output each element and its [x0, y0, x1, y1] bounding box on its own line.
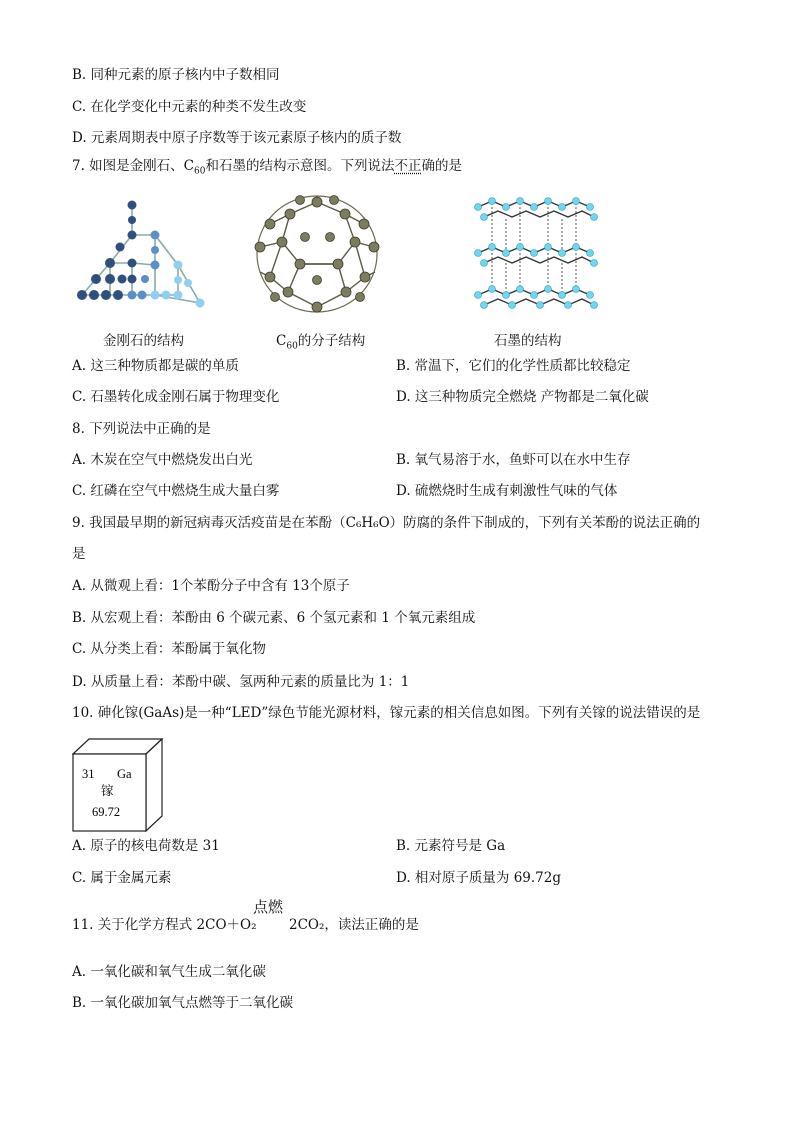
gallium-element-card — [72, 738, 164, 832]
q10-stem: 10. 砷化镓(GaAs)是一种“LED”绿色节能光源材料，镓元素的相关信息如图。下列有关镓的说法错误的是 — [72, 705, 701, 721]
q11-reaction-condition: 点燃 — [253, 898, 284, 916]
q8-option-a: A. 木炭在空气中燃烧发出白光 — [72, 452, 253, 468]
q9-option-b: B. 从宏观上看：苯酚由 6 个碳元素、6 个氢元素和 1 个氧元素组成 — [72, 610, 476, 626]
q7-option-d: D. 这三种物质完全燃烧 产物都是二氧化碳 — [396, 389, 649, 405]
q10-option-b: B. 元素符号是 Ga — [396, 838, 506, 854]
q10-option-c: C. 属于金属元素 — [72, 870, 172, 886]
q8-option-b: B. 氧气易溶于水，鱼虾可以在水中生存 — [396, 452, 631, 468]
element-symbol: Ga — [117, 767, 132, 781]
q10-option-d: D. 相对原子质量为 69.72g — [396, 870, 562, 886]
q11-stem-post: 2CO₂，读法正确的是 — [289, 917, 419, 933]
q7-option-b: B. 常温下，它们的化学性质都比较稳定 — [396, 358, 631, 374]
graphite-structure-image — [470, 195, 600, 317]
q9-stem-line2: 是 — [72, 546, 86, 562]
q8-stem: 8. 下列说法中正确的是 — [72, 421, 211, 437]
element-mass: 69.72 — [92, 805, 121, 819]
diamond-structure-image — [70, 195, 215, 315]
q6-option-b: B. 同种元素的原子核内中子数相同 — [72, 67, 280, 83]
q8-option-c: C. 红磷在空气中燃烧生成大量白雾 — [72, 483, 280, 499]
q11-option-b: B. 一氧化碳加氧气点燃等于二氧化碳 — [72, 995, 294, 1011]
q7-option-a: A. 这三种物质都是碳的单质 — [72, 358, 239, 374]
element-name: 镓 — [101, 783, 114, 798]
caption-diamond: 金刚石的结构 — [103, 333, 184, 349]
c60-structure-image — [250, 192, 385, 317]
q6-option-d: D. 元素周期表中原子序数等于该元素原子核内的质子数 — [72, 130, 402, 146]
caption-c60: $C_{60}$的分子结构 — [276, 333, 366, 352]
q10-option-a: A. 原子的核电荷数是 31 — [72, 838, 220, 854]
q7-stem: 7. 如图是金刚石、$C_{60}$和石墨的结构示意图。下列说法不正确的是 — [72, 158, 462, 177]
q11-option-a: A. 一氧化碳和氧气生成二氧化碳 — [72, 964, 266, 980]
q11-stem-pre: 11. 关于化学方程式 2CO＋O₂ — [72, 917, 257, 933]
q9-option-c: C. 从分类上看：苯酚属于氧化物 — [72, 641, 266, 657]
q9-option-d: D. 从质量上看：苯酚中碳、氢两种元素的质量比为 1：1 — [72, 674, 410, 690]
q9-stem-line1: 9. 我国最早期的新冠病毒灭活疫苗是在苯酚（C₆H₆O）防腐的条件下制成的，下列有关苯酚的说法正确的 — [72, 515, 701, 531]
q9-option-a: A. 从微观上看：1个苯酚分子中含有 13个原子 — [72, 578, 350, 594]
caption-graphite: 石墨的结构 — [494, 333, 562, 349]
q7-option-c: C. 石墨转化成金刚石属于物理变化 — [72, 389, 280, 405]
element-number: 31 — [82, 767, 95, 781]
q6-option-c: C. 在化学变化中元素的种类不发生改变 — [72, 99, 307, 115]
q8-option-d: D. 硫燃烧时生成有刺激性气味的气体 — [396, 483, 618, 499]
